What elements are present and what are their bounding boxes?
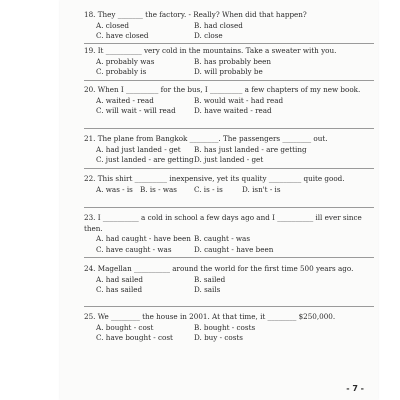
page-number: - 7 -: [346, 384, 364, 393]
question-stem: 20. When I _________ for the bus, I _________ a few chapters of my new book.: [84, 85, 361, 94]
option-d: D. isn't - is: [242, 184, 281, 194]
worksheet-page: [60, 0, 378, 400]
option-b: B. would wait - had read: [194, 95, 284, 105]
option-c: C. have closed: [96, 31, 149, 40]
option-b: B. sailed: [194, 274, 226, 284]
question-19: [84, 46, 374, 78]
option-a: A. had sailed: [96, 274, 143, 284]
option-a: A. bought - cost: [96, 322, 154, 332]
option-d: D. buy - costs: [194, 333, 243, 342]
option-a: A. probably was: [96, 56, 155, 66]
option-b: B. had closed: [194, 20, 243, 30]
option-c: C. have bought - cost: [96, 333, 173, 342]
separator-line: [84, 168, 374, 169]
separator-line: [84, 306, 374, 307]
option-b: B. is - was: [140, 184, 177, 194]
question-stem: 22. This shirt _________ inexpensive, yet its quality _________ quite good.: [84, 174, 345, 183]
separator-line: [84, 207, 374, 208]
option-c: C. has sailed: [96, 285, 143, 294]
option-b: B. bought - costs: [194, 322, 256, 332]
separator-line: [84, 128, 374, 129]
option-c: C. have caught - was: [96, 244, 172, 254]
option-d: D. caught - have been: [194, 244, 274, 254]
option-a: A. closed: [96, 20, 129, 30]
separator-line: [84, 43, 374, 44]
question-24: [84, 264, 374, 296]
option-a: A. had caught - have been: [96, 234, 191, 243]
option-d: D. have waited - read: [194, 106, 272, 115]
option-b: B. has just landed - are getting: [194, 144, 307, 154]
question-20: [84, 85, 374, 117]
option-b: B. caught - was: [194, 234, 251, 243]
option-b: B. has probably been: [194, 56, 271, 66]
question-23: [84, 213, 374, 255]
question-18: [84, 10, 374, 42]
question-22: [84, 174, 374, 195]
option-d: D. sails: [194, 285, 221, 294]
option-c: C. is - is: [194, 184, 223, 194]
question-stem: 24. Magellan __________ around the world for the first time 500 years ago.: [84, 264, 354, 273]
question-stem: 21. The plane from Bangkok ________. The passengers ________ out.: [84, 134, 328, 143]
separator-line: [84, 80, 374, 81]
option-d: D. close: [194, 31, 223, 40]
option-a: A. had just landed - get: [96, 144, 181, 154]
question-stem: 23. I __________ a cold in school a few days ago and I __________ ill ever since then.: [84, 213, 362, 233]
question-21: [84, 134, 374, 166]
question-stem: 19. It __________ very cold in the mountains. Take a sweater with you.: [84, 46, 337, 55]
option-c: C. just landed - are getting: [96, 155, 194, 164]
question-stem: 25. We ________ the house in 2001. At that time, it ________ $250,000.: [84, 312, 336, 321]
option-a: A. waited - read: [96, 95, 154, 105]
separator-line: [84, 257, 374, 258]
option-d: D. just landed - get: [194, 155, 264, 164]
question-stem: 18. They _______ the factory. - Really? When did that happen?: [84, 10, 307, 19]
question-25: [84, 312, 374, 344]
option-c: C. will wait - will read: [96, 106, 176, 115]
option-d: D. will probably be: [194, 67, 263, 76]
option-c: C. probably is: [96, 67, 147, 76]
option-a: A. was - is: [96, 184, 133, 194]
